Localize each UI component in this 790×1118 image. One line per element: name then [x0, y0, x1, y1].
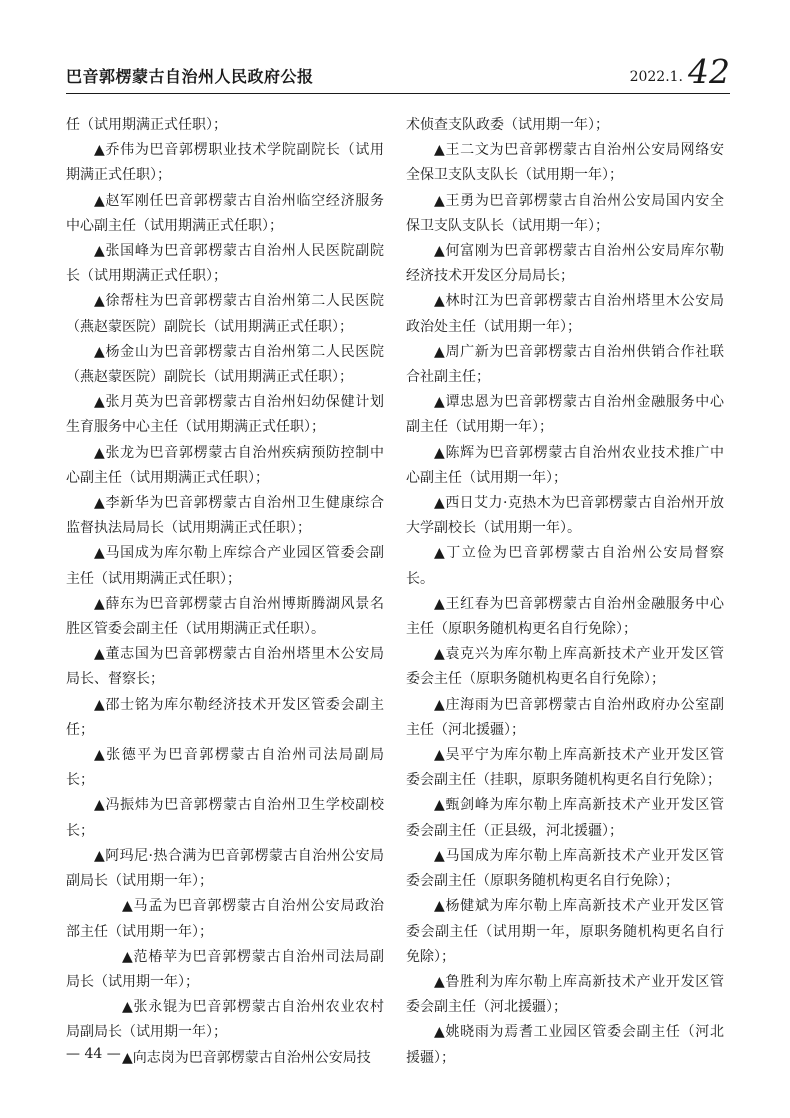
paragraph: ▲周广新为巴音郭楞蒙古自治州供销合作社联合社副主任；	[406, 343, 724, 386]
paragraph: ▲林时江为巴音郭楞蒙古自治州塔里木公安局政治处主任（试用期一年）；	[406, 293, 724, 335]
paragraph: ▲赵军刚任巴音郭楞蒙古自治州临空经济服务中心副主任（试用期满正式任职）；	[66, 192, 384, 234]
issue-number: 42	[688, 52, 730, 91]
paragraph: ▲张德平为巴音郭楞蒙古自治州司法局副局长；	[66, 747, 384, 789]
paragraph: ▲董志国为巴音郭楞蒙古自治州塔里木公安局局长、督察长；	[66, 646, 384, 688]
paragraph: ▲张国峰为巴音郭楞蒙古自治州人民医院副院长（试用期满正式任职）；	[66, 243, 384, 285]
paragraph: ▲谭忠恩为巴音郭楞蒙古自治州金融服务中心副主任（试用期一年）；	[406, 394, 724, 436]
paragraph: 术侦查支队政委（试用期一年）；	[406, 117, 609, 133]
paragraph: ▲西日艾力·克热木为巴音郭楞蒙古自治州开放大学副校长（试用期一年）。	[406, 495, 724, 537]
paragraph: ▲杨健斌为库尔勒上库高新技术产业开发区管委会副主任（试用期一年，原职务随机构更名自行免除）；	[406, 898, 724, 965]
left-column	[66, 113, 384, 1071]
paragraph: ▲徐帮柱为巴音郭楞蒙古自治州第二人民医院（燕赵蒙医院）副院长（试用期满正式任职）；	[66, 293, 384, 335]
paragraph: ▲鲁胜利为库尔勒上库高新技术产业开发区管委会副主任（河北援疆）；	[406, 973, 724, 1016]
paragraph: ▲马国成为库尔勒上库高新技术产业开发区管委会副主任（原职务随机构更名自行免除）；	[406, 847, 724, 890]
paragraph: ▲邵士铭为库尔勒经济技术开发区管委会副主任；	[66, 696, 384, 738]
paragraph: ▲王勇为巴音郭楞蒙古自治州公安局国内安全保卫支队支队长（试用期一年）；	[406, 192, 724, 234]
paragraph: ▲吴平宁为库尔勒上库高新技术产业开发区管委会副主任（挂职，原职务随机构更名自行免除）；	[406, 747, 724, 789]
paragraph: ▲范椿苹为巴音郭楞蒙古自治州司法局副局长（试用期一年）；	[66, 948, 384, 990]
page-number: — 44 —	[66, 1046, 121, 1062]
paragraph: ▲庄海雨为巴音郭楞蒙古自治州政府办公室副主任（河北援疆）；	[406, 696, 724, 738]
header-divider	[66, 93, 730, 94]
paragraph: ▲王二文为巴音郭楞蒙古自治州公安局网络安全保卫支队支队长（试用期一年）；	[406, 142, 724, 184]
paragraph: ▲杨金山为巴音郭楞蒙古自治州第二人民医院（燕赵蒙医院）副院长（试用期满正式任职）；	[66, 343, 384, 386]
paragraph: ▲马孟为巴音郭楞蒙古自治州公安局政治部主任（试用期一年）；	[66, 898, 384, 940]
paragraph: ▲张龙为巴音郭楞蒙古自治州疾病预防控制中心副主任（试用期满正式任职）；	[66, 444, 384, 486]
paragraph: ▲向志岗为巴音郭楞蒙古自治州公安局技	[122, 1049, 371, 1066]
paragraph: ▲李新华为巴音郭楞蒙古自治州卫生健康综合监督执法局局长（试用期满正式任职）；	[66, 495, 384, 537]
paragraph: ▲张月英为巴音郭楞蒙古自治州妇幼保健计划生育服务中心主任（试用期满正式任职）；	[66, 394, 384, 436]
right-column	[406, 113, 724, 1071]
paragraph: ▲乔伟为巴音郭楞职业技术学院副院长（试用期满正式任职）；	[66, 142, 384, 184]
paragraph: ▲冯振炜为巴音郭楞蒙古自治州卫生学校副校长；	[66, 797, 384, 839]
paragraph: ▲何富刚为巴音郭楞蒙古自治州公安局库尔勒经济技术开发区分局局长；	[406, 243, 724, 285]
paragraph: ▲阿玛尼·热合满为巴音郭楞蒙古自治州公安局副局长（试用期一年）；	[66, 847, 384, 890]
paragraph: 任（试用期满正式任职）；	[66, 117, 227, 133]
paragraph: ▲王红春为巴音郭楞蒙古自治州金融服务中心主任（原职务随机构更名自行免除）；	[406, 595, 724, 638]
paragraph: ▲甄剑峰为库尔勒上库高新技术产业开发区管委会副主任（正县级，河北援疆）；	[406, 797, 724, 839]
publication-title: 巴音郭楞蒙古自治州人民政府公报	[66, 67, 314, 86]
paragraph: ▲陈辉为巴音郭楞蒙古自治州农业技术推广中心副主任（试用期一年）；	[406, 444, 724, 486]
paragraph: ▲张永锟为巴音郭楞蒙古自治州农业农村局副局长（试用期一年）；	[66, 999, 384, 1041]
paragraph: ▲姚晓雨为焉耆工业园区管委会副主任（河北援疆）；	[406, 1024, 724, 1066]
paragraph: ▲袁克兴为库尔勒上库高新技术产业开发区管委会主任（原职务随机构更名自行免除）；	[406, 646, 724, 688]
paragraph: ▲马国成为库尔勒上库综合产业园区管委会副主任（试用期满正式任职）；	[66, 545, 384, 587]
paragraph: ▲薛东为巴音郭楞蒙古自治州博斯腾湖风景名胜区管委会副主任（试用期满正式任职）。	[66, 595, 384, 638]
issue-date: 2022.1.	[629, 69, 683, 85]
paragraph: ▲丁立俭为巴音郭楞蒙古自治州公安局督察长。	[406, 545, 724, 587]
